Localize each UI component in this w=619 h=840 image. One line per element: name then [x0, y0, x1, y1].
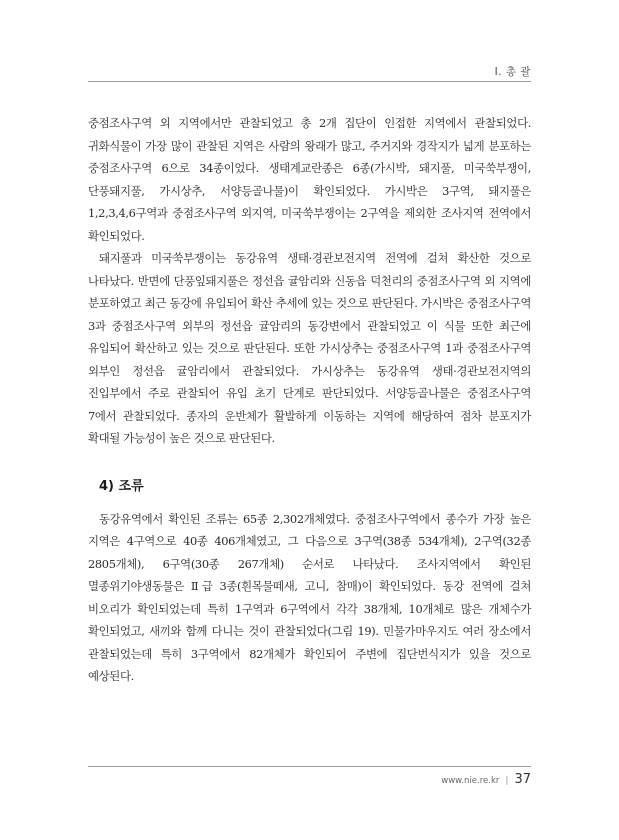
chapter-label: I. 총 괄 — [494, 66, 531, 78]
page-footer — [441, 772, 531, 787]
paragraph-birds: 동강유역에서 확인된 조류는 65종 2,302개체였다. 중점조사구역에서 종수가 가장 높은 지역은 4구역으로 40종 406개체였고, 그 다음으로 3구역(38종 534개체), 2구역(32종 2805개체), 6구역(30종 267개체) 순서로 나타났다. 조사지역에서 확인된 멸종위기야생동물은 Ⅱ급 3종(흰목물떼새, 고니, 참매)이 확인되었다. 동강 전역에 걸쳐 비오리가 확인되었는데 특히 1구역과 6구역에서 각각 38개체, 10개체로 많은 개체수가 확인되었고, 새끼와 함께 다니는 것이 관찰되었다(그림 19). 민물가마우지도 여러 장소에서 관찰되었는데 특히 3구역에서 82개체가 확인되어 주변에 집단번식지가 있을 것으로 예상된다. — [88, 511, 531, 683]
footer-divider — [88, 766, 531, 767]
paragraph-invasive-plants-spread: 돼지풀과 미국쑥부쟁이는 동강유역 생태·경관보전지역 전역에 걸쳐 확산한 것으로 나타났다. 반면에 단풍잎돼지풀은 정선읍 귤암리와 신동읍 덕천리의 중점조사구역 외 지역에 분포하였고 최근 동강에 유입되어 확산 추세에 있는 것으로 판단된다. 가시박은 중점조사구역 3과 중점조사구역 외부의 정선읍 귤암리의 동강변에서 관찰되었고 이 식물 또한 최근에 유입되어 확산하고 있는 것으로 판단된다. 또한 가시상추는 중점조사구역 1과 중점조사구역 외부인 정선읍 귤암리에서 관찰되었다. 가시상추는 동강유역 생태·경관보전지역의 진입부에서 주로 관찰되어 유입 초기 단계로 판단되었다. 서양등골나물은 중점조사구역 7에서 관찰되었다. 종자의 운반체가 활발하게 이동하는 지역에 해당하여 점차 분포지가 확대될 가능성이 높은 것으로 판단된다. — [88, 251, 531, 445]
header-divider — [88, 81, 531, 82]
footer-separator: | — [505, 776, 509, 786]
paragraph-invasive-plants-summary: 중점조사구역 외 지역에서만 관찰되었고 총 2개 집단이 인접한 지역에서 관찰되었다. 귀화식물이 가장 많이 관찰된 지역은 사람의 왕래가 많고, 주거지와 경작지가 넓게 분포하는 중점조사구역 6으로 34종이었다. 생태계교란종은 6종(가시박, 돼지풀, 미국쑥부쟁이, 단풍돼지풀, 가시상추, 서양등골나물)이 확인되었다. 가시박은 3구역, 돼지풀은 1,2,3,4,6구역과 중점조사구역 외지역, 미국쑥부쟁이는 2구역을 제외한 조사지역 전역에서 확인되었다. — [88, 116, 531, 243]
page-number: 37 — [514, 772, 531, 787]
page-header — [88, 0, 531, 82]
section-heading-birds: 4) 조류 — [99, 478, 144, 494]
page-body — [88, 112, 531, 688]
footer-url: www.nie.re.kr — [441, 776, 500, 786]
